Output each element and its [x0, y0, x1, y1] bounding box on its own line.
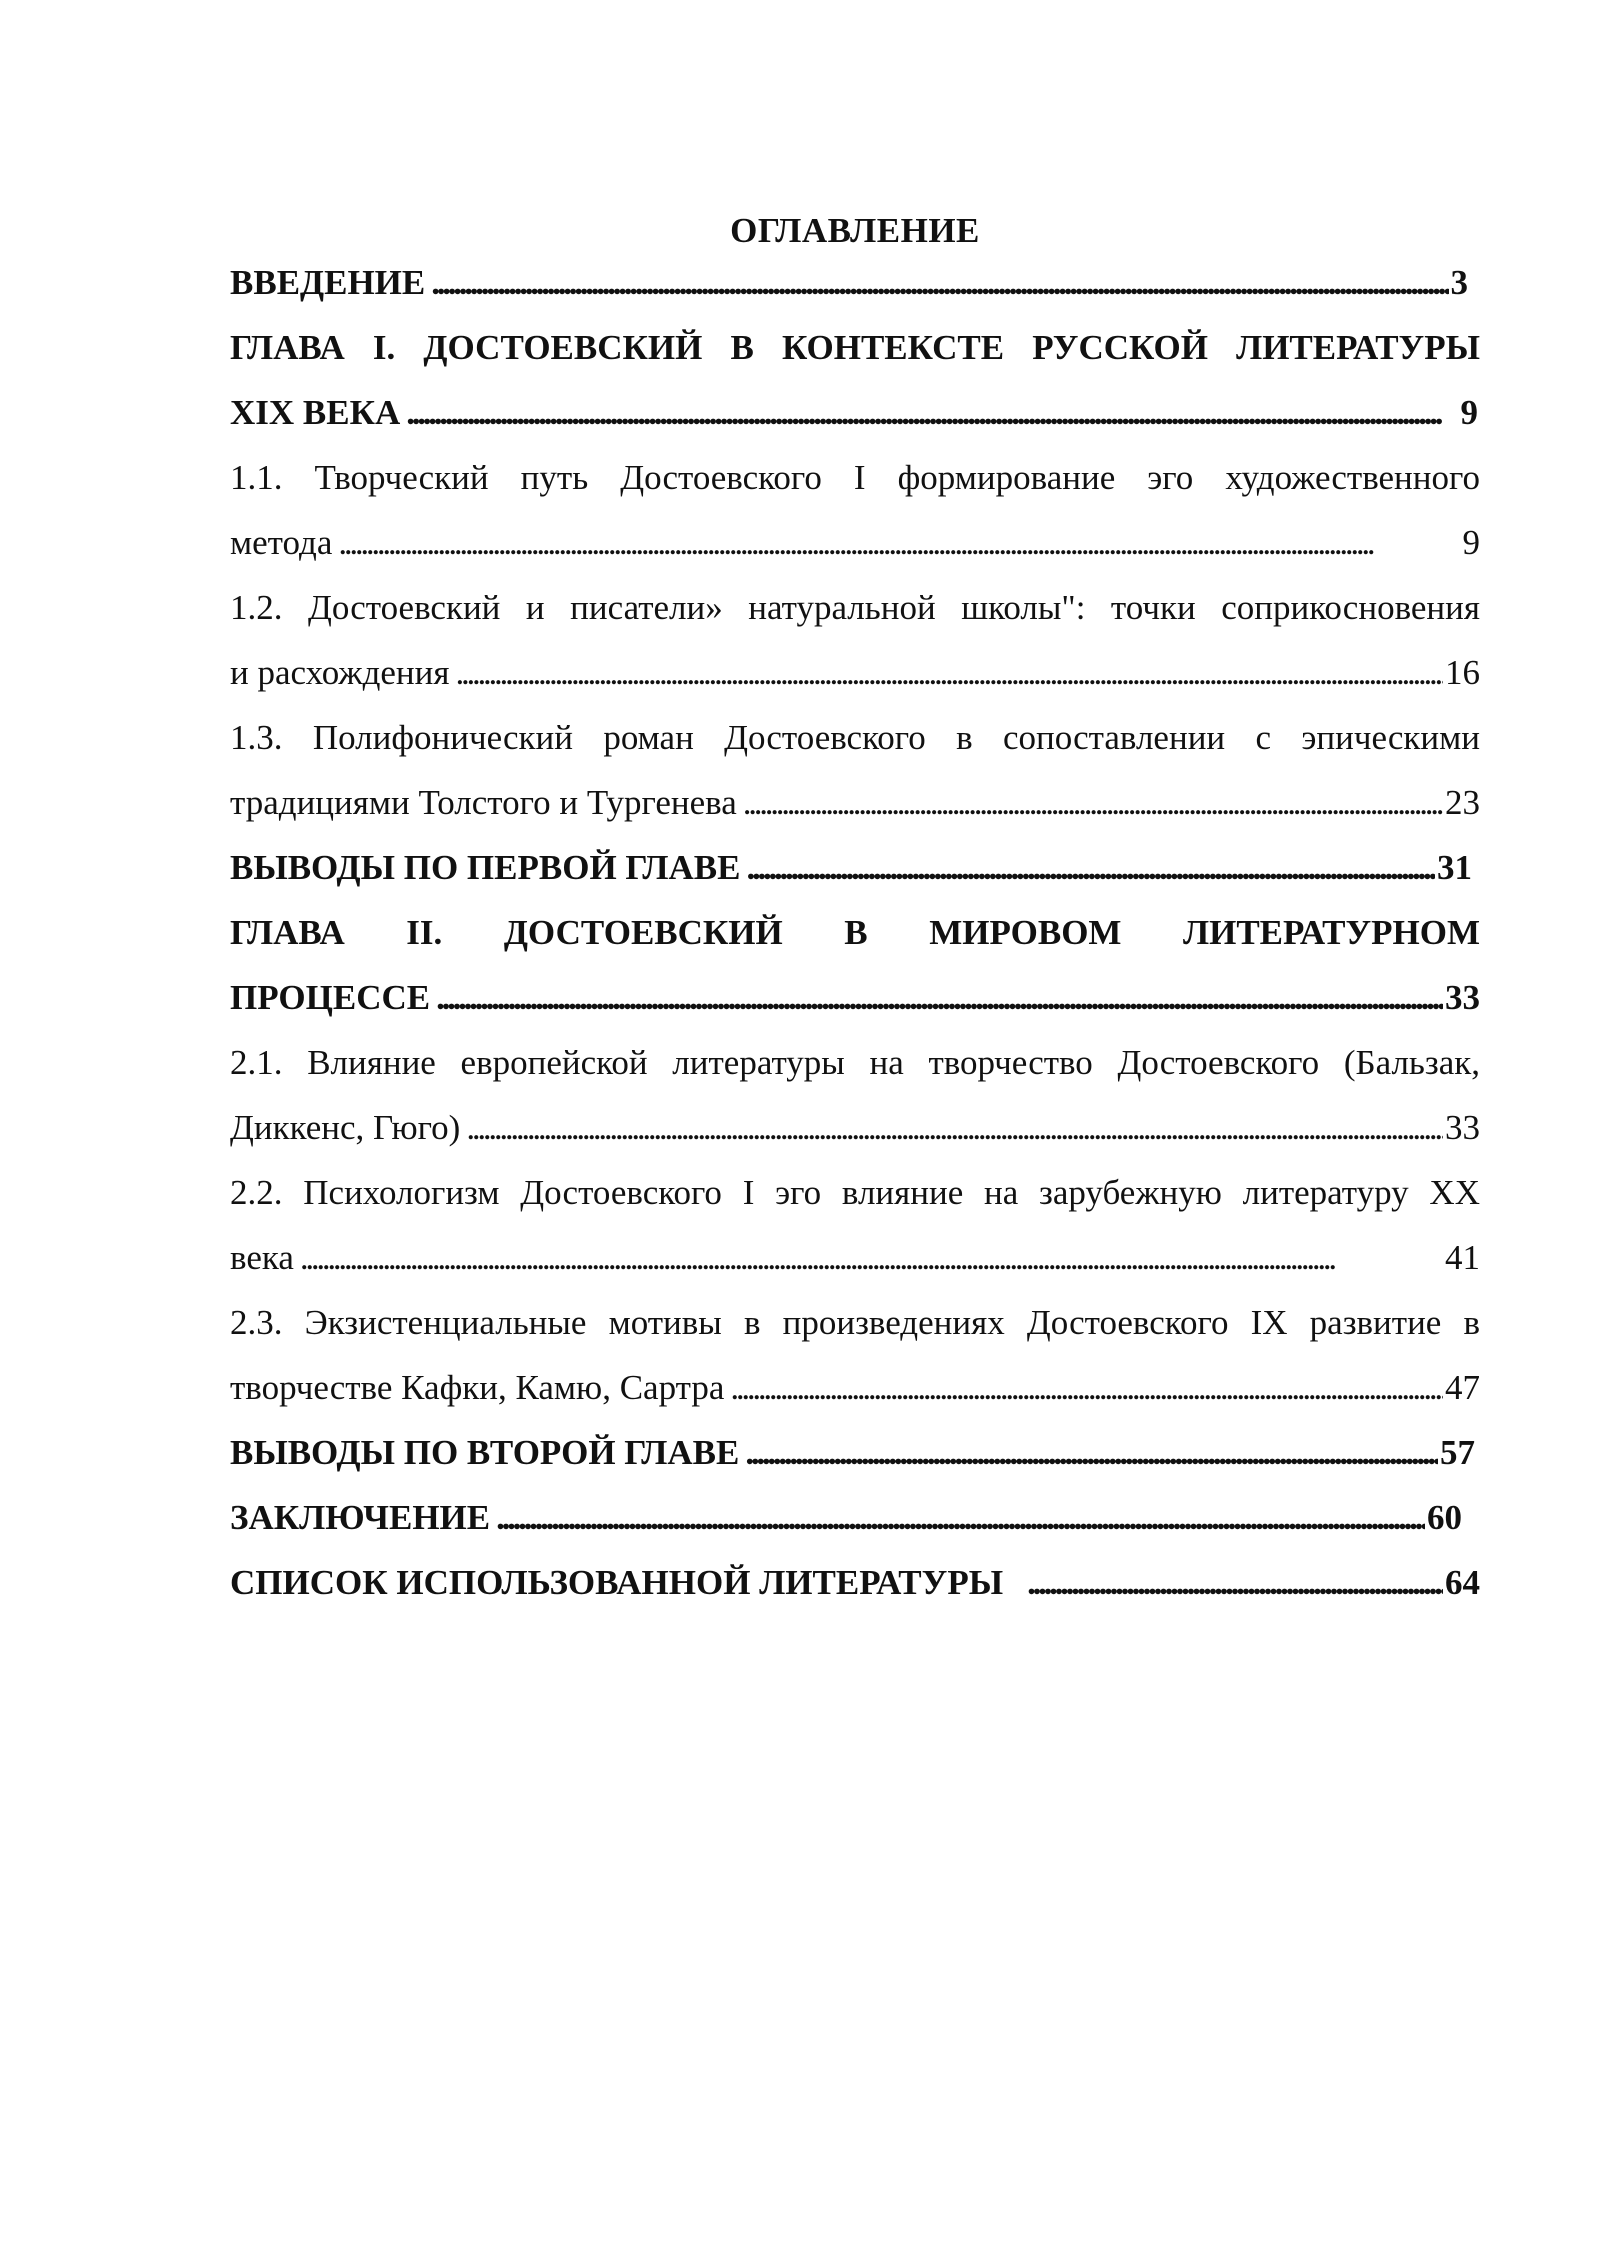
toc-entry-bibliography[interactable] [230, 1550, 1480, 1615]
toc-entry-title-continued: и расхождения [230, 653, 450, 692]
toc-entry-section-2-1[interactable] [230, 1030, 1480, 1160]
toc-entry-conclusion[interactable] [230, 1485, 1480, 1550]
toc-entry-title: ГЛАВА I. ДОСТОЕВСКИЙ В КОНТЕКСТЕ РУССКОЙ ЛИТЕРАТУРЫ [230, 328, 1480, 367]
toc-entry-page: 33 [1445, 978, 1480, 1017]
toc-entry-page: 47 [1445, 1368, 1480, 1407]
toc-entry-page: 3 [1450, 263, 1468, 302]
toc-entry-page: 16 [1445, 653, 1480, 692]
toc-entry-title: ВЫВОДЫ ПО ВТОРОЙ ГЛАВЕ [230, 1433, 740, 1472]
toc-entry-section-1-2[interactable] [230, 575, 1480, 705]
toc-entry-title: ВВЕДЕНИЕ [230, 263, 426, 302]
toc-entry-title-continued: века [230, 1238, 294, 1277]
toc-entry-title: ГЛАВА II. ДОСТОЕВСКИЙ В МИРОВОМ ЛИТЕРАТУРНОМ [230, 913, 1480, 952]
toc-entry-title: 1.2. Достоевский и писатели» натуральной школы": точки соприкосновения [230, 588, 1480, 627]
toc-entry-title: СПИСОК ИСПОЛЬЗОВАННОЙ ЛИТЕРАТУРЫ [230, 1563, 1004, 1602]
toc-entry-section-2-2[interactable] [230, 1160, 1480, 1290]
toc-entry-title-continued: ПРОЦЕССЕ [230, 978, 431, 1017]
toc-entry-title: ЗАКЛЮЧЕНИЕ [230, 1498, 491, 1537]
toc-entry-chapter-2[interactable] [230, 900, 1480, 1030]
toc-entry-page: 31 [1437, 848, 1472, 887]
toc-entry-chapter-1[interactable] [230, 315, 1480, 445]
toc-entry-page: 64 [1445, 1563, 1480, 1602]
toc-entry-introduction[interactable] [230, 250, 1480, 315]
toc-entry-title-continued: традициями Толстого и Тургенева [230, 783, 737, 822]
toc-entry-title: 2.1. Влияние европейской литературы на творчество Достоевского (Бальзак, [230, 1043, 1480, 1082]
dot-leader [496, 1485, 1425, 1550]
dot-leader [746, 835, 1435, 900]
dot-leader [338, 510, 1460, 575]
table-of-contents [230, 250, 1480, 1615]
dot-leader [300, 1225, 1443, 1290]
toc-entry-page: 60 [1427, 1498, 1462, 1537]
toc-entry-section-1-1[interactable] [230, 445, 1480, 575]
toc-entry-title-continued: метода [230, 523, 333, 562]
dot-leader [466, 1095, 1443, 1160]
toc-entry-conclusions-chapter-2[interactable] [230, 1420, 1480, 1485]
dot-leader [455, 640, 1443, 705]
toc-entry-title: 1.3. Полифонический роман Достоевского в сопоставлении с эпическими [230, 718, 1480, 757]
toc-entry-title: ВЫВОДЫ ПО ПЕРВОЙ ГЛАВЕ [230, 848, 741, 887]
dot-leader [743, 770, 1443, 835]
dot-leader [436, 965, 1443, 1030]
toc-entry-title-continued: творчестве Кафки, Камю, Сартра [230, 1368, 725, 1407]
toc-entry-section-2-3[interactable] [230, 1290, 1480, 1420]
toc-entry-page: 41 [1445, 1238, 1480, 1277]
toc-entry-title-continued: Диккенс, Гюго) [230, 1108, 461, 1147]
dot-leader [745, 1420, 1438, 1485]
toc-entry-page: 57 [1440, 1433, 1475, 1472]
toc-entry-page: 23 [1445, 783, 1480, 822]
toc-entry-title-continued: XIX ВЕКА [230, 393, 401, 432]
dot-leader [431, 250, 1448, 315]
toc-entry-section-1-3[interactable] [230, 705, 1480, 835]
toc-entry-conclusions-chapter-1[interactable] [230, 835, 1480, 900]
toc-entry-page: 9 [1460, 393, 1478, 432]
toc-entry-title: 1.1. Творческий путь Достоевского I формирование эго художественного [230, 458, 1480, 497]
dot-leader [730, 1355, 1443, 1420]
toc-entry-page: 33 [1445, 1108, 1480, 1147]
toc-entry-title: 2.3. Экзистенциальные мотивы в произведениях Достоевского IX развитие в [230, 1303, 1480, 1342]
toc-heading: ОГЛАВЛЕНИЕ [730, 211, 980, 250]
dot-leader [406, 380, 1458, 445]
toc-entry-title: 2.2. Психологизм Достоевского I эго влияние на зарубежную литературу XX [230, 1173, 1480, 1212]
dot-leader [1027, 1550, 1443, 1615]
toc-entry-page: 9 [1462, 523, 1480, 562]
